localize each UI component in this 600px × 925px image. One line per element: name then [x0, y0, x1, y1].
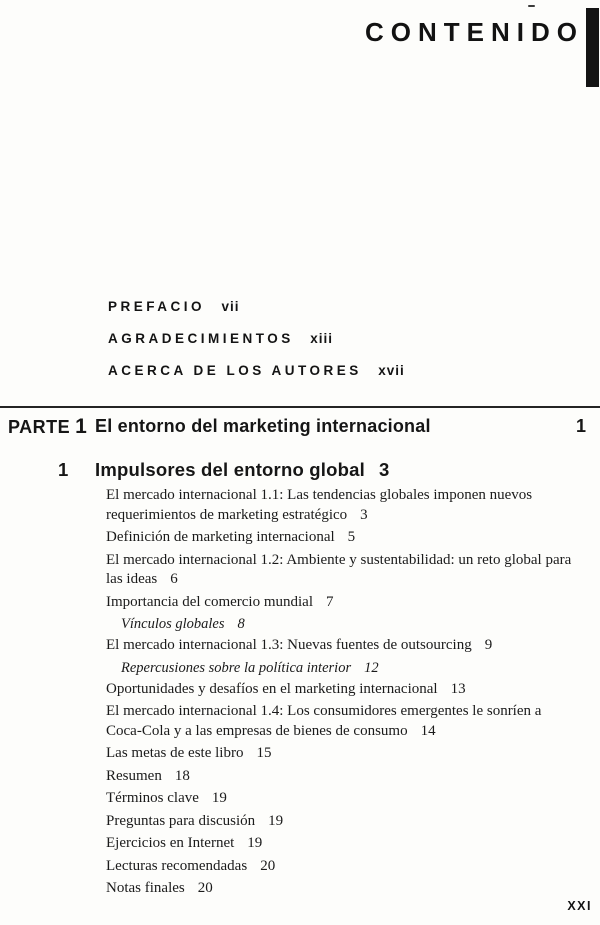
toc-entry: [106, 767, 578, 787]
part-page-number: 1: [575, 416, 586, 436]
toc-entry: [106, 551, 578, 590]
toc-entry-text: Las metas de este libro: [106, 745, 244, 761]
toc-entry-text: El mercado internacional 1.1: Las tendencias globales imponen nuevos requerimientos de marketing estratégico: [106, 487, 533, 523]
front-matter-item-agradecimientos: [108, 330, 405, 362]
front-matter-page: xiii: [310, 331, 333, 346]
toc-subentry: [106, 615, 578, 633]
toc-entry-text: Lecturas recomendadas: [106, 857, 248, 874]
toc-entry-text: Oportunidades y desafíos en el marketing internacional: [106, 680, 438, 697]
chapter-title-line: [95, 459, 389, 481]
front-matter-label: AGRADECIMIENTOS: [108, 331, 294, 346]
toc-subentry: [106, 659, 578, 677]
toc-entry: [106, 834, 578, 854]
toc-entry: [106, 789, 578, 809]
toc-entry-page: 5: [347, 529, 356, 545]
page-number: XXI: [567, 899, 592, 913]
front-matter-page: vii: [221, 299, 240, 314]
chapter-title: Impulsores del entorno global: [95, 459, 365, 480]
front-matter-page: xvii: [378, 363, 405, 378]
toc-entry-page: 19: [247, 835, 263, 851]
page-title: CONTENIDO: [365, 17, 584, 47]
toc-entry-page: 3: [360, 506, 368, 523]
part-title: El entorno del marketing internacional: [95, 416, 431, 436]
toc-entry-text: Repercusiones sobre la política interior: [121, 659, 352, 676]
toc-entry-page: 14: [420, 722, 436, 739]
toc-entry-text: Ejercicios en Internet: [106, 835, 235, 851]
toc-entry-page: 19: [268, 812, 284, 829]
toc-entry: [106, 593, 578, 613]
stray-scan-mark: [528, 5, 535, 7]
front-matter-label: PREFACIO: [108, 299, 206, 314]
toc-entry-page: 6: [170, 571, 178, 587]
toc-entry-list: [106, 486, 578, 902]
front-matter-label: ACERCA DE LOS AUTORES: [108, 363, 362, 378]
toc-entry-text: Vínculos globales: [121, 616, 225, 632]
toc-entry-page: 13: [450, 680, 466, 697]
toc-entry-text: El mercado internacional 1.2: Ambiente y sustentabilidad: un reto global para las ideas: [106, 551, 572, 587]
toc-entry-page: 7: [326, 593, 334, 610]
toc-entry-page: 20: [260, 857, 276, 874]
toc-entry-page: 20: [197, 880, 213, 896]
toc-entry: [106, 528, 578, 548]
toc-entry: [106, 636, 578, 656]
toc-entry-page: 19: [211, 790, 227, 806]
title-accent-bar: [586, 8, 599, 87]
toc-entry-text: Términos clave: [106, 790, 199, 806]
part-divider-rule: [0, 406, 600, 408]
chapter-page-number: 3: [378, 459, 390, 480]
part-heading: [0, 412, 600, 440]
part-label-text: PARTE: [8, 417, 71, 437]
front-matter-item-prefacio: [108, 298, 405, 330]
toc-entry-text: Notas finales: [106, 880, 185, 896]
toc-entry-text: Preguntas para discusión: [106, 812, 256, 829]
toc-entry-text: Importancia del comercio mundial: [106, 593, 314, 610]
part-number: 1: [75, 415, 88, 438]
toc-entry: [106, 812, 578, 832]
toc-entry-page: 9: [484, 637, 493, 653]
toc-entry: [106, 680, 578, 700]
toc-entry: [106, 857, 578, 877]
front-matter-list: [108, 298, 405, 394]
toc-entry-page: 18: [174, 767, 190, 784]
front-matter-item-acerca-de-los-autores: [108, 362, 405, 394]
toc-entry: [106, 744, 578, 764]
toc-entry-text: Definición de marketing internacional: [106, 529, 335, 545]
toc-entry-page: 15: [256, 745, 272, 761]
chapter-number: 1: [58, 459, 69, 480]
toc-entry-page: 8: [237, 616, 245, 632]
toc-entry-text: El mercado internacional 1.4: Los consumidores emergentes le sonríen a Coca-Cola y a las empresas de bienes de consumo: [106, 703, 542, 739]
toc-entry: [106, 702, 578, 741]
toc-entry-text: Resumen: [106, 767, 162, 784]
chapter-heading: [0, 459, 600, 483]
toc-entry: [106, 486, 578, 525]
toc-entry: [106, 879, 578, 899]
part-label: [8, 415, 87, 439]
toc-entry-text: El mercado internacional 1.3: Nuevas fuentes de outsourcing: [106, 637, 472, 653]
toc-entry-page: 12: [364, 659, 379, 676]
